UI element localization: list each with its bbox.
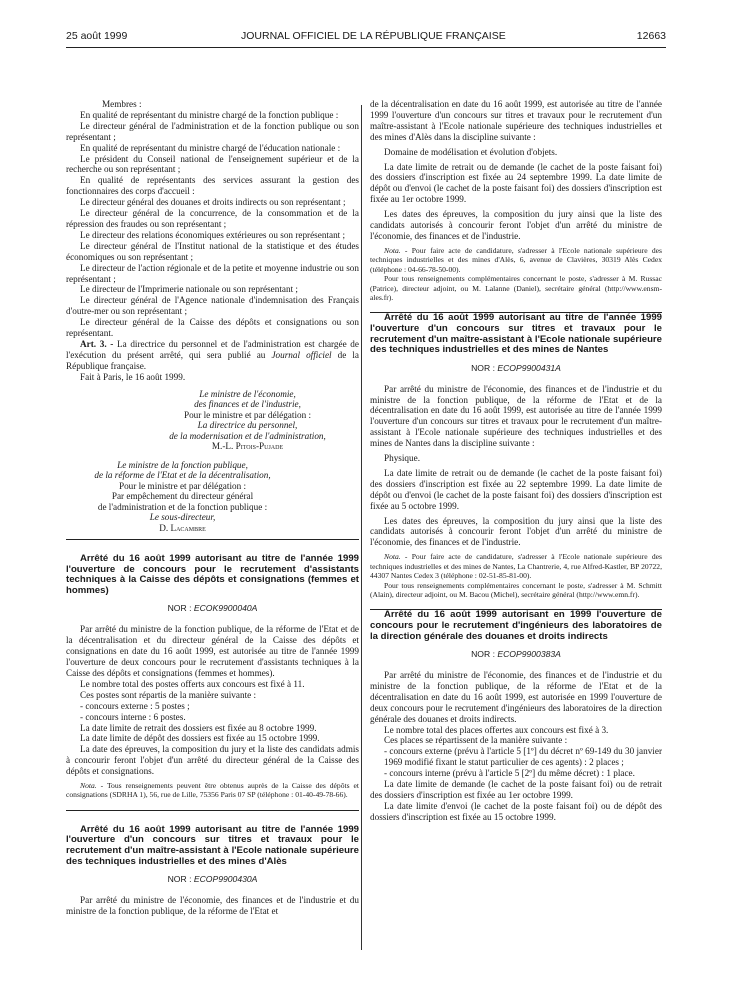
section-rule bbox=[66, 539, 359, 540]
nota: Nota. - Pour faire acte de candidature, s'adresser à l'Ecole nationale supérieure des techniques industrielles et des mines d'Alès, 6, avenue de Clavières, 30319 Alès Cedex (téléphone : 04-66-78-50-00). bbox=[370, 245, 662, 274]
signature-block-2: Le ministre de la fonction publique, de la réforme de l'Etat et de la décentralisation, Pour le ministre et par délégation : Par empêchement du directeur général de l'administration et de la fonction publique : Le sous-directeur, D. Lacambre bbox=[66, 460, 299, 534]
header-rule bbox=[66, 47, 666, 48]
membres-list bbox=[66, 110, 359, 339]
header-page-number: 12663 bbox=[636, 30, 666, 42]
membre-item: Le directeur général de la Caisse des dépôts et consignations ou son représentant. bbox=[66, 317, 359, 339]
places-list: - concours externe (prévu à l'article 5 [1º] du décret nº 69-149 du 30 janvier 1969 modifié fixant le statut particulier de ces agents) : 2 places ; - concours interne (prévu à l'article 5 [2º] du même décret) : 1 place. bbox=[384, 746, 662, 779]
nor-reference: NOR : ECOP9900431A bbox=[471, 362, 561, 373]
nor-reference: NOR : ECOP9900430A bbox=[167, 874, 258, 885]
membre-item: Le président du Conseil national de l'enseignement supérieur et de la recherche ou son représentant ; bbox=[66, 153, 359, 175]
membre-item: En qualité de représentant du ministre chargé de l'éducation nationale : bbox=[80, 142, 341, 153]
membre-item: Le directeur de l'Imprimerie nationale ou son représentant ; bbox=[80, 284, 298, 295]
left-column: Membres : En qualité de représentant du ministre chargé de la fonction publique : Le directeur général de l'administration et de la fonction publique ou son représentant ; En qualité de représentant du ministre chargé de l'éducation nationale : Le président du Conseil national de l'enseignement supérieur et de la recherche ou son représentant ; En qualité de représentants des services assurant la gestion des fonctionnaires des corps d'accueil : Le directeur général des douanes et droits indirects ou son représentant ; Le directeur général de la concurrence, de la consommation et de la répression des fraudes ou son représentant ; Le directeur des relations économiques extérieures ou son représentant ; Le directeur général de l'Institut national de la statistique et des études économiques ou son représentant ; Le directeur de l'action régionale et de la petite et moyenne industrie ou son représentant ; Le directeur de l'Imprimerie nationale ou son représentant ; Le directeur général de l'Agence nationale d'indemnisation des Français d'outre-mer ou son représentant ; Le directeur général de la Caisse des dépôts et consignations ou son représentant. Art. 3. - La directrice du personnel et de l'administration est chargée de l'exécution du présent arrêté, qui sera publié au Journal officiel de la République française. Fait à Paris, le 16 août 1999. Le ministre de l'économie, des finances et de l'industrie, Pour le ministre et par délégation : La directrice du personnel, de la modernisation et de l'administration, M.-L. Pitois-Pujade Le ministre de la fonction publique, de la réforme de l'Etat et de la décentralisation, Pour le ministre et par délégation : Par empêchement du directeur général de l'administration et de la fonction publique : Le sous-directeur, D. Lacambre Arrêté du 16 août 1999 autorisant au titre de l'année 1999 l'ouverture de concours pour le recrutement d'assistants techniques à la Caisse des dépôts et consignations (femmes et hommes) NOR : ECOK9900040A Par arrêté du ministre de la fonction publique, de la réforme de l'Etat et de la décentralisation et du directeur général de la Caisse des dépôts et consignations en date du 16 août 1999, est autorisée au titre de l'année 1999 l'ouverture de deux concours pour le recrutement d'assistants techniques à la Caisse des dépôts et consignations (femmes et hommes). Le nombre total des postes offerts aux concours est fixé à 11. Ces postes sont répartis de la manière suivante : - concours externe : 5 postes ; - concours interne : 6 postes. La date limite de retrait des dossiers est fixée au 8 octobre 1999. La date limite de dépôt des dossiers est fixée au 15 octobre 1999. La date des épreuves, la composition du jury et la liste des candidats admis à concourir feront l'objet d'un arrêté du directeur général de la Caisse des dépôts et consignations. Nota. - Tous renseignements peuvent être obtenus auprès de la Caisse des dépôts et consignations (SDRHA 1), 56, rue de Lille, 75356 Paris 07 SP (téléphone : 01-40-49-78-66). Arrêté du 16 août 1999 autorisant au titre de l'année 1999 l'ouverture d'un concours sur titres et travaux pour le recrutement d'un maître-assistant à l'Ecole nationale supérieure des techniques industrielles et des mines d'Alès NOR : ECOP9900430A Par arrêté du ministre de l'économie, des finances et de l'industrie et du ministre de la fonction publique, de la réforme de l'Etat et bbox=[66, 99, 360, 917]
nor-reference: NOR : ECOP9900383A bbox=[471, 649, 561, 660]
nota: Nota. - Pour faire acte de candidature, s'adresser à l'Ecole nationale supérieure des techniques industrielles et des mines de Nantes, La Chantrerie, 4, rue Alfred-Kastler, BP 20722, 44307 Nantes Cedex 3 (téléphone : 02-51-85-81-00). bbox=[370, 552, 662, 581]
decree-title: Arrêté du 16 août 1999 autorisant au titre de l'année 1999 l'ouverture d'un concours sur titres et travaux pour le recrutement d'un maître-assistant à l'Ecole nationale supérieure des techniques industrielles et des mines d'Alès bbox=[66, 823, 359, 867]
nota: Nota. - Tous renseignements peuvent être obtenus auprès de la Caisse des dépôts et consignations (SDRHA 1), 56, rue de Lille, 75356 Paris 07 SP (téléphone : 01-40-49-78-66). bbox=[66, 781, 359, 800]
header-journal-title: JOURNAL OFFICIEL DE LA RÉPUBLIQUE FRANÇAISE bbox=[241, 30, 506, 42]
membre-item: Le directeur général de l'Institut national de la statistique et des études économiques ou son représentant ; bbox=[66, 240, 359, 262]
signatory-name: D. Lacambre bbox=[159, 522, 206, 533]
nor-reference: NOR : ECOK9900040A bbox=[167, 603, 258, 614]
decree-title: Arrêté du 16 août 1999 autorisant au titre de l'année 1999 l'ouverture d'un concours sur titres et travaux pour le recrutement d'un maître-assistant à l'Ecole nationale supérieure des techniques industrielles et des mines de Nantes bbox=[370, 312, 662, 356]
membres-heading: Membres : bbox=[102, 99, 142, 109]
signatory-name: M.-L. Pitois-Pujade bbox=[211, 441, 284, 452]
membre-item: Le directeur général des douanes et droits indirects ou son représentant ; bbox=[80, 197, 346, 208]
membre-item: Le directeur de l'action régionale et de la petite et moyenne industrie ou son représentant ; bbox=[66, 262, 359, 284]
decree-title: Arrêté du 16 août 1999 autorisant en 1999 l'ouverture de concours pour le recrutement d'ingénieurs des laboratoires de la direction générale des douanes et droits indirects bbox=[370, 609, 662, 642]
membre-item: Le directeur général de la concurrence, de la consommation et de la répression des fraudes ou son représentant ; bbox=[66, 208, 359, 229]
membre-item: En qualité de représentant du ministre chargé de la fonction publique : bbox=[80, 109, 339, 120]
membre-item: En qualité de représentants des services assurant la gestion des fonctionnaires des corps d'accueil : bbox=[66, 175, 359, 197]
signature-block-1: Le ministre de l'économie, des finances et de l'industrie, Pour le ministre et par délégation : La directrice du personnel, de la modernisation et de l'administration, M.-L. Pitois-Pujade bbox=[136, 389, 359, 452]
decree-title: Arrêté du 16 août 1999 autorisant au titre de l'année 1999 l'ouverture de concours pour le recrutement d'assistants techniques à la Caisse des dépôts et consignations (femmes et hommes) bbox=[66, 553, 359, 596]
membre-item: Le directeur des relations économiques extérieures ou son représentant ; bbox=[80, 229, 346, 240]
running-header bbox=[66, 30, 666, 44]
section-rule bbox=[66, 810, 359, 811]
column-divider bbox=[361, 105, 362, 950]
right-column: de la décentralisation en date du 16 août 1999, est autorisée au titre de l'année 1999 l'ouverture d'un concours sur titres et travaux pour le recrutement d'un maître-assistant à l'Ecole nationale supérieure des techniques industrielles et des mines d'Alès dans la discipline suivante : Domaine de modélisation et évolution d'objets. La date limite de retrait ou de demande (le cachet de la poste faisant foi) des dossiers d'inscription est fixée au 24 septembre 1999. La date limite de dépôt ou d'envoi (le cachet de la poste faisant foi) des dossiers d'inscription est fixée au 1er octobre 1999. Les dates des épreuves, la composition du jury ainsi que la liste des candidats autorisés à concourir feront l'objet d'un arrêté du ministre de l'économie, des finances et de l'industrie. Nota. - Pour faire acte de candidature, s'adresser à l'Ecole nationale supérieure des techniques industrielles et des mines d'Alès, 6, avenue de Clavières, 30319 Alès Cedex (téléphone : 04-66-78-50-00). Pour tous renseignements complémentaires concernant le poste, s'adresser à M. Russac (Patrice), directeur adjoint, ou M. Lalanne (Daniel), secrétaire général (http://www.ensm-ales.fr). Arrêté du 16 août 1999 autorisant au titre de l'année 1999 l'ouverture d'un concours sur titres et travaux pour le recrutement d'un maître-assistant à l'Ecole nationale supérieure des techniques industrielles et des mines de Nantes NOR : ECOP9900431A Par arrêté du ministre de l'économie, des finances et de l'industrie et du ministre de la fonction publique, de la réforme de l'Etat et de la décentralisation en date du 16 août 1999, est autorisée au titre de l'année 1999 l'ouverture d'un concours sur titres et travaux pour le recrutement d'un maître-assistant à l'Ecole nationale supérieure des techniques industrielles et des mines de Nantes dans la discipline suivante : Physique. La date limite de retrait ou de demande (le cachet de la poste faisant foi) des dossiers d'inscription est fixée au 22 septembre 1999. La date limite de dépôt ou d'envoi (le cachet de la poste faisant foi) des dossiers d'inscription est fixée au 5 octobre 1999. Les dates des épreuves, la composition du jury ainsi que la liste des candidats autorisés à concourir feront l'objet d'un arrêté du ministre de l'économie, des finances et de l'industrie. Nota. - Pour faire acte de candidature, s'adresser à l'Ecole nationale supérieure des techniques industrielles et des mines de Nantes, La Chantrerie, 4, rue Alfred-Kastler, BP 20722, 44307 Nantes Cedex 3 (téléphone : 02-51-85-81-00). Pour tous renseignements complémentaires concernant le poste, s'adresser à M. Schmitt (Alain), directeur adjoint, ou M. Bacou (Michel), secrétaire général (http://www.emn.fr). Arrêté du 16 août 1999 autorisant en 1999 l'ouverture de concours pour le recrutement d'ingénieurs des laboratoires de la direction générale des douanes et droits indirects NOR : ECOP9900383A Par arrêté du ministre de l'économie, des finances et de l'industrie et du ministre de la fonction publique, de la réforme de l'Etat et de la décentralisation en date du 16 août 1999, est autorisée en 1999 l'ouverture de deux concours pour le recrutement d'ingénieurs des laboratoires de la direction générale des douanes et droits indirects. Le nombre total des places offertes aux concours est fixé à 3. Ces places se répartissent de la manière suivante : - concours externe (prévu à l'article 5 [1º] du décret nº 69-149 du 30 janvier 1969 modifié fixant le statut particulier de ces agents) : 2 places ; - concours interne (prévu à l'article 5 [2º] du même décret) : 1 place. La date limite de demande (le cachet de la poste faisant foi) ou de retrait des dossiers d'inscription est fixée au 1er octobre 1999. La date limite d'envoi (le cachet de la poste faisant foi) ou de dépôt des dossiers d'inscription est fixée au 15 octobre 1999. bbox=[370, 99, 662, 822]
article-3: Art. 3. - La directrice du personnel et de l'administration est chargée de l'exécution du présent arrêté, qui sera publié au Journal officiel de la République française. bbox=[66, 338, 360, 371]
posts-list: - concours externe : 5 postes ; - concours interne : 6 postes. bbox=[80, 700, 190, 722]
fait-a-paris: Fait à Paris, le 16 août 1999. bbox=[80, 371, 186, 382]
header-date: 25 août 1999 bbox=[66, 30, 128, 42]
membre-item: Le directeur général de l'administration et de la fonction publique ou son représentant ; bbox=[66, 120, 359, 142]
membre-item: Le directeur général de l'Agence nationale d'indemnisation des Français d'outre-mer ou son représentant ; bbox=[66, 295, 359, 317]
